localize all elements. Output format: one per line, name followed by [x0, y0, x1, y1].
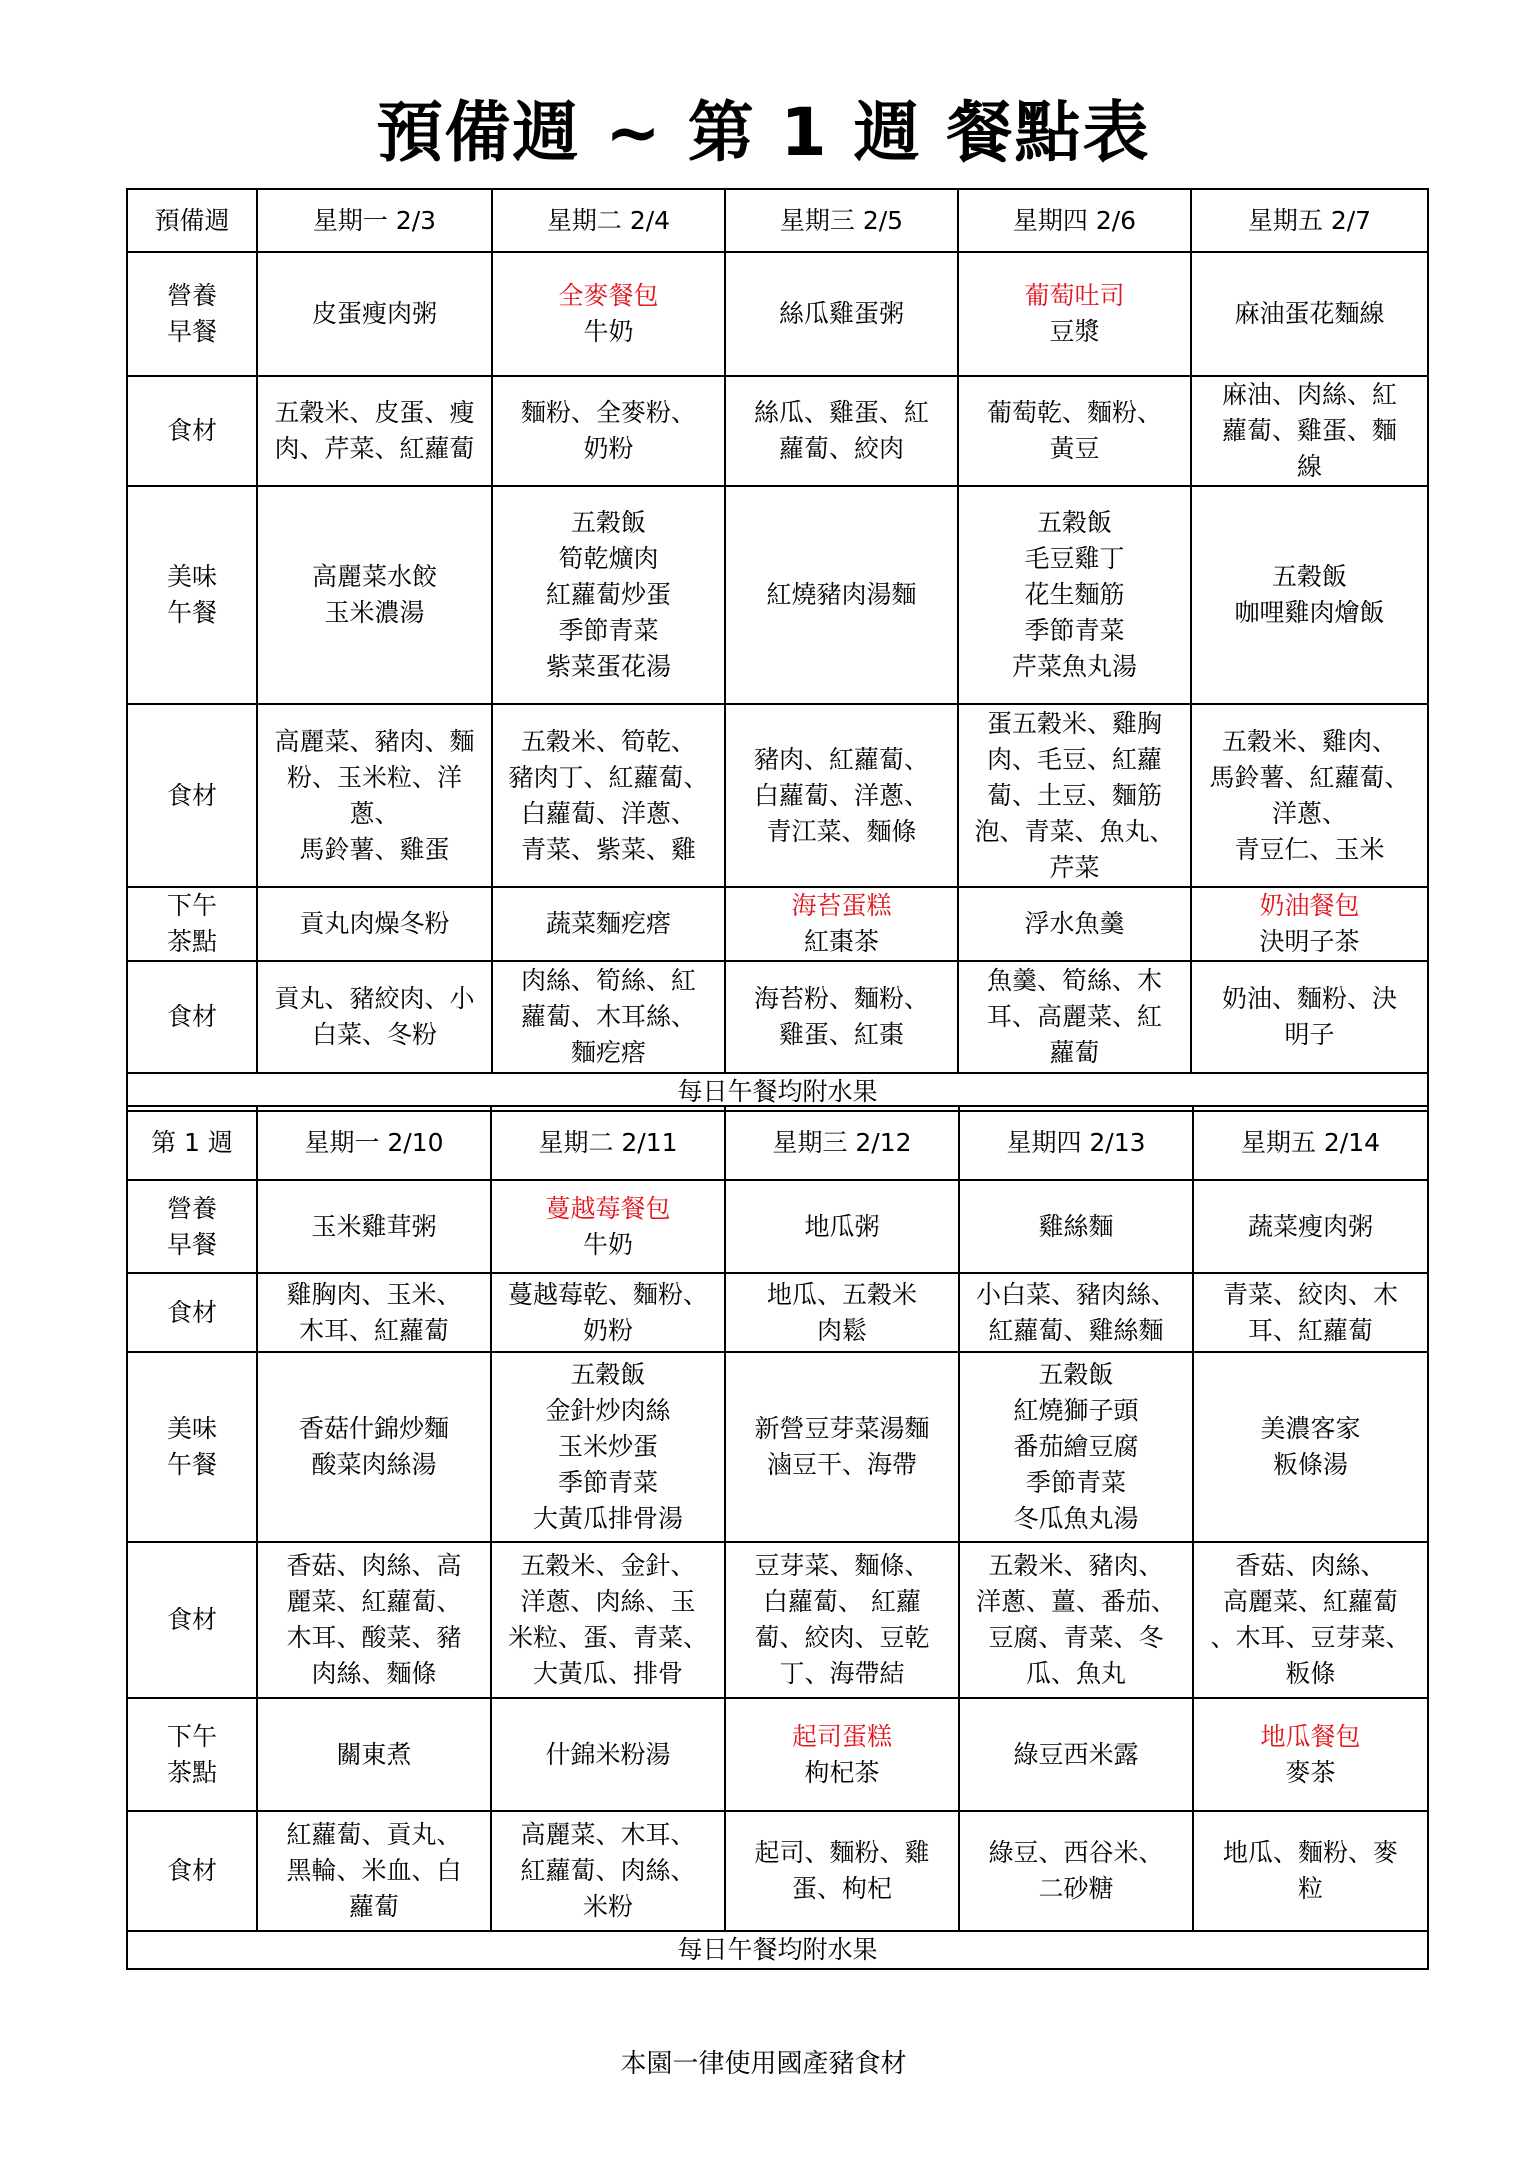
- snack-cell: [257, 1698, 491, 1811]
- breakfast-item: 雞絲麵: [1038, 1211, 1114, 1241]
- breakfast-cell: [491, 1180, 725, 1273]
- day-header: 星期三 2/5: [725, 189, 958, 252]
- ingredients-cell: 香菇、肉絲、高 麗菜、紅蘿蔔、 木耳、酸菜、豬 肉絲、麵條: [257, 1542, 491, 1698]
- snack-ingredients-row: [127, 961, 1428, 1073]
- ingredients-cell: 魚羹、筍絲、木 耳、高麗菜、紅 蘿蔔: [958, 961, 1191, 1073]
- ingredients-cell: 豬肉、紅蘿蔔、 白蘿蔔、洋蔥、 青江菜、麵條: [725, 704, 958, 887]
- breakfast-cell: [1191, 252, 1428, 376]
- breakfast-cell: [257, 252, 492, 376]
- ingredients-cell: 五穀米、金針、 洋蔥、肉絲、玉 米粒、蛋、青菜、 大黃瓜、排骨: [491, 1542, 725, 1698]
- day-header: 星期二 2/11: [491, 1106, 725, 1180]
- ingredients-cell: 小白菜、豬肉絲、 紅蘿蔔、雞絲麵: [959, 1273, 1193, 1352]
- lunch-cell: 五穀飯 紅燒獅子頭 番茄繪豆腐 季節青菜 冬瓜魚丸湯: [959, 1352, 1193, 1542]
- snack-item: 綠豆西米露: [1013, 1739, 1139, 1769]
- breakfast-cell: [725, 252, 958, 376]
- day-header: 星期四 2/13: [959, 1106, 1193, 1180]
- day-header: 星期五 2/7: [1191, 189, 1428, 252]
- lunch-cell: 五穀飯 筍乾爌肉 紅蘿蔔炒蛋 季節青菜 紫菜蛋花湯: [492, 486, 725, 704]
- ingredients-cell: 絲瓜、雞蛋、紅 蘿蔔、絞肉: [725, 376, 958, 486]
- ingredients-cell: 起司、麵粉、雞 蛋、枸杞: [725, 1811, 959, 1931]
- lunch-ingredients-row: [127, 704, 1428, 887]
- menu-table-prep-week: [126, 188, 1429, 1112]
- lunch-cell: 美濃客家 粄條湯: [1193, 1352, 1428, 1542]
- day-header: 星期二 2/4: [492, 189, 725, 252]
- day-header: 星期三 2/12: [725, 1106, 959, 1180]
- ingredients-cell: 地瓜、麵粉、麥 粒: [1193, 1811, 1428, 1931]
- row-label-breakfast: 營養 早餐: [127, 252, 257, 376]
- snack-item: 枸杞茶: [804, 1757, 880, 1787]
- snack-cell: [491, 1698, 725, 1811]
- ingredients-cell: 五穀米、豬肉、 洋蔥、薑、番茄、 豆腐、青菜、冬 瓜、魚丸: [959, 1542, 1193, 1698]
- ingredients-cell: 海苔粉、麵粉、 雞蛋、紅棗: [725, 961, 958, 1073]
- row-label-snack: 下午 茶點: [127, 887, 257, 961]
- ingredients-cell: 豆芽菜、麵條、 白蘿蔔、 紅蘿 蔔、絞肉、豆乾 丁、海帶結: [725, 1542, 959, 1698]
- fruit-note: 每日午餐均附水果: [127, 1931, 1428, 1969]
- ingredients-cell: 蔓越莓乾、麵粉、 奶粉: [491, 1273, 725, 1352]
- row-label-lunch: 美味 午餐: [127, 486, 257, 704]
- ingredients-cell: 麵粉、全麥粉、 奶粉: [492, 376, 725, 486]
- snack-item: 什錦米粉湯: [545, 1739, 671, 1769]
- row-label-ingredients: 食材: [127, 704, 257, 887]
- row-label-breakfast: 營養 早餐: [127, 1180, 257, 1273]
- breakfast-ingredients-row: [127, 376, 1428, 486]
- lunch-cell: 五穀飯 金針炒肉絲 玉米炒蛋 季節青菜 大黃瓜排骨湯: [491, 1352, 725, 1542]
- row-label-ingredients: 食材: [127, 376, 257, 486]
- snack-cell: [492, 887, 725, 961]
- ingredients-cell: 五穀米、雞肉、 馬鈴薯、紅蘿蔔、 洋蔥、 青豆仁、玉米: [1191, 704, 1428, 887]
- day-header: 星期五 2/14: [1193, 1106, 1428, 1180]
- ingredients-cell: 奶油、麵粉、決 明子: [1191, 961, 1428, 1073]
- ingredients-cell: 五穀米、筍乾、 豬肉丁、紅蘿蔔、 白蘿蔔、洋蔥、 青菜、紫菜、雞: [492, 704, 725, 887]
- header-row: [127, 1106, 1428, 1180]
- snack-cell: [257, 887, 492, 961]
- fruit-note: 每日午餐均附水果: [127, 1073, 1428, 1111]
- snack-item: 貢丸肉燥冬粉: [299, 909, 450, 938]
- breakfast-item: 皮蛋瘦肉粥: [311, 299, 437, 328]
- day-header: 星期一 2/3: [257, 189, 492, 252]
- ingredients-cell: 蛋五穀米、雞胸 肉、毛豆、紅蘿 蔔、土豆、麵筋 泡、青菜、魚丸、 芹菜: [958, 704, 1191, 887]
- ingredients-cell: 綠豆、西谷米、 二砂糖: [959, 1811, 1193, 1931]
- ingredients-cell: 貢丸、豬絞肉、小 白菜、冬粉: [257, 961, 492, 1073]
- snack-cell: [959, 1698, 1193, 1811]
- row-label-lunch: 美味 午餐: [127, 1352, 257, 1542]
- ingredients-cell: 青菜、絞肉、木 耳、紅蘿蔔: [1193, 1273, 1428, 1352]
- row-label-snack: 下午 茶點: [127, 1698, 257, 1811]
- ingredients-cell: 高麗菜、豬肉、麵 粉、玉米粒、洋蔥、 馬鈴薯、雞蛋: [257, 704, 492, 887]
- breakfast-item: 牛奶: [582, 1229, 633, 1259]
- breakfast-row: [127, 1180, 1428, 1273]
- breakfast-cell: [1193, 1180, 1428, 1273]
- fruit-note-row: [127, 1931, 1428, 1969]
- ingredients-cell: 地瓜、五穀米 肉鬆: [725, 1273, 959, 1352]
- ingredients-cell: 肉絲、筍絲、紅 蘿蔔、木耳絲、 麵疙瘩: [492, 961, 725, 1073]
- row-label-ingredients: 食材: [127, 1542, 257, 1698]
- ingredients-cell: 葡萄乾、麵粉、 黃豆: [958, 376, 1191, 486]
- snack-item: 關東煮: [336, 1739, 412, 1769]
- row-label-ingredients: 食材: [127, 1811, 257, 1931]
- lunch-cell: 高麗菜水餃 玉米濃湯: [257, 486, 492, 704]
- snack-item: 浮水魚羹: [1024, 909, 1125, 938]
- breakfast-item: 蔬菜瘦肉粥: [1247, 1211, 1373, 1241]
- breakfast-ingredients-row: [127, 1273, 1428, 1352]
- lunch-ingredients-row: [127, 1542, 1428, 1698]
- snack-item: 麥茶: [1285, 1757, 1336, 1787]
- breakfast-item: 地瓜粥: [804, 1211, 880, 1241]
- page-title: 預備週 ~ 第 1 週 餐點表: [376, 94, 1151, 171]
- lunch-cell: 新營豆芽菜湯麵 滷豆干、海帶: [725, 1352, 959, 1542]
- week-label: 第 1 週: [127, 1106, 257, 1180]
- breakfast-item: 牛奶: [583, 317, 634, 346]
- footer-note: 本園一律使用國產豬食材: [620, 2049, 907, 2079]
- ingredients-cell: 高麗菜、木耳、 紅蘿蔔、肉絲、 米粉: [491, 1811, 725, 1931]
- breakfast-row: [127, 252, 1428, 376]
- lunch-cell: 紅燒豬肉湯麵: [725, 486, 958, 704]
- snack-cell: [725, 1698, 959, 1811]
- breakfast-cell: [725, 1180, 959, 1273]
- ingredients-cell: 紅蘿蔔、貢丸、 黑輪、米血、白 蘿蔔: [257, 1811, 491, 1931]
- header-row: [127, 189, 1428, 252]
- special-item: 海苔蛋糕: [791, 891, 892, 920]
- lunch-cell: 五穀飯 毛豆雞丁 花生麵筋 季節青菜 芹菜魚丸湯: [958, 486, 1191, 704]
- ingredients-cell: 麻油、肉絲、紅 蘿蔔、雞蛋、麵 線: [1191, 376, 1428, 486]
- lunch-row: [127, 486, 1428, 704]
- snack-row: [127, 887, 1428, 961]
- day-header: 星期一 2/10: [257, 1106, 491, 1180]
- breakfast-item: 豆漿: [1049, 317, 1100, 346]
- menu-table-week-1: [126, 1105, 1429, 1970]
- special-item: 全麥餐包: [558, 281, 659, 310]
- breakfast-cell: [257, 1180, 491, 1273]
- snack-cell: [725, 887, 958, 961]
- day-header: 星期四 2/6: [958, 189, 1191, 252]
- week-label: 預備週: [127, 189, 257, 252]
- snack-cell: [1193, 1698, 1428, 1811]
- breakfast-item: 玉米雞茸粥: [311, 1211, 437, 1241]
- breakfast-cell: [492, 252, 725, 376]
- snack-item: 紅棗茶: [803, 927, 879, 956]
- snack-ingredients-row: [127, 1811, 1428, 1931]
- ingredients-cell: 五穀米、皮蛋、瘦 肉、芹菜、紅蘿蔔: [257, 376, 492, 486]
- special-item: 蔓越莓餐包: [545, 1193, 671, 1223]
- snack-row: [127, 1698, 1428, 1811]
- breakfast-item: 麻油蛋花麵線: [1234, 299, 1385, 328]
- breakfast-cell: [959, 1180, 1193, 1273]
- breakfast-item: 絲瓜雞蛋粥: [778, 299, 904, 328]
- breakfast-cell: [958, 252, 1191, 376]
- ingredients-cell: 雞胸肉、玉米、 木耳、紅蘿蔔: [257, 1273, 491, 1352]
- row-label-ingredients: 食材: [127, 961, 257, 1073]
- snack-item: 決明子茶: [1259, 927, 1360, 956]
- ingredients-cell: 香菇、肉絲、 高麗菜、紅蘿蔔 、木耳、豆芽菜、 粄條: [1193, 1542, 1428, 1698]
- snack-item: 蔬菜麵疙瘩: [545, 909, 671, 938]
- lunch-cell: 五穀飯 咖哩雞肉燴飯: [1191, 486, 1428, 704]
- special-item: 奶油餐包: [1259, 891, 1360, 920]
- special-item: 地瓜餐包: [1260, 1721, 1361, 1751]
- snack-cell: [958, 887, 1191, 961]
- row-label-ingredients: 食材: [127, 1273, 257, 1352]
- lunch-row: [127, 1352, 1428, 1542]
- special-item: 起司蛋糕: [791, 1721, 892, 1751]
- lunch-cell: 香菇什錦炒麵 酸菜肉絲湯: [257, 1352, 491, 1542]
- snack-cell: [1191, 887, 1428, 961]
- special-item: 葡萄吐司: [1024, 281, 1125, 310]
